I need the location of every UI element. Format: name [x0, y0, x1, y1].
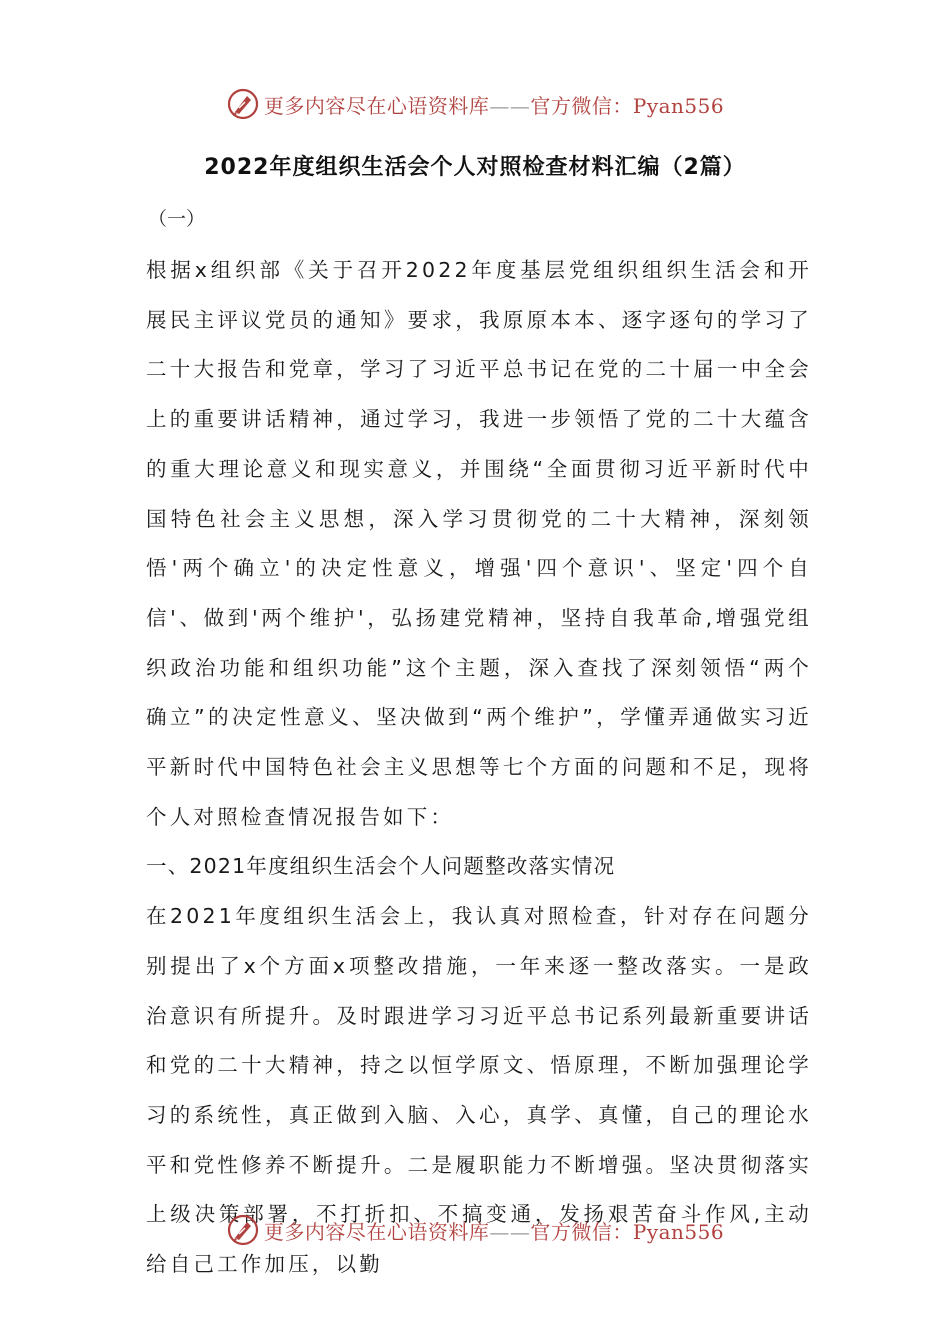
watermark-separator: ——: [489, 1219, 531, 1244]
section-mark: （一）: [148, 208, 206, 230]
watermark-separator: ——: [489, 93, 531, 118]
section-heading: 一、2021年度组织生活会个人问题整改落实情况: [146, 854, 616, 879]
document-title: 2022年度组织生活会个人对照检查材料汇编（2篇）: [204, 155, 746, 180]
paragraph-rectification: 在2021年度组织生活会上，我认真对照检查，针对存在问题分别提出了x个方面x项整改措施，一年来逐一整改落实。一是政治意识有所提升。及时跟进学习习近平总书记系列最新重要讲话和党的二十大精神，持之以恒学原文、悟原理，不断加强理论学习的系统性，真正做到入脑、入心，真学、真懂，自己的理论水平和党性修养不断提升。二是履职能力不断增强。坚决贯彻落实上级决策部署，不打折扣、不搞变通，发扬艰苦奋斗作风,主动给自己工作加压，以勤: [146, 904, 812, 1277]
pen-nib-logo-icon: [226, 87, 260, 121]
watermark-wechat-id: Pyan556: [632, 1219, 725, 1244]
watermark-wechat-id: Pyan556: [632, 93, 725, 118]
watermark-wechat-label: 官方微信：: [530, 93, 633, 118]
header-watermark-banner: [0, 82, 950, 126]
watermark-wechat-label: 官方微信：: [530, 1219, 633, 1244]
watermark-text: [264, 1216, 724, 1245]
paragraph-intro: 根据x组织部《关于召开2022年度基层党组织组织生活会和开展民主评议党员的通知》要求，我原原本本、逐字逐句的学习了二十大报告和党章，学习了习近平总书记在党的二十届一中全会上的重要讲话精神，通过学习，我进一步领悟了党的二十大蕴含的重大理论意义和现实意义，并围绕“全面贯彻习近平新时代中国特色社会主义思想，深入学习贯彻党的二十大精神，深刻领悟'两个确立'的决定性意义，增强'四个意识'、坚定'四个自信'、做到'两个维护'，弘扬建党精神，坚持自我革命,增强党组织政治功能和组织功能”这个主题，深入查找了深刻领悟“两个确立”的决定性意义、坚决做到“两个维护”，学懂弄通做实习近平新时代中国特色社会主义思想等七个方面的问题和不足，现将个人对照检查情况报告如下：: [146, 258, 812, 829]
watermark-brand: 更多内容尽在心语资料库: [263, 93, 490, 118]
pen-nib-logo-icon: [226, 1213, 260, 1247]
watermark-brand: 更多内容尽在心语资料库: [263, 1219, 490, 1244]
watermark-text: [264, 90, 724, 119]
footer-watermark-banner: [0, 1208, 950, 1252]
document-body: [146, 246, 812, 1290]
